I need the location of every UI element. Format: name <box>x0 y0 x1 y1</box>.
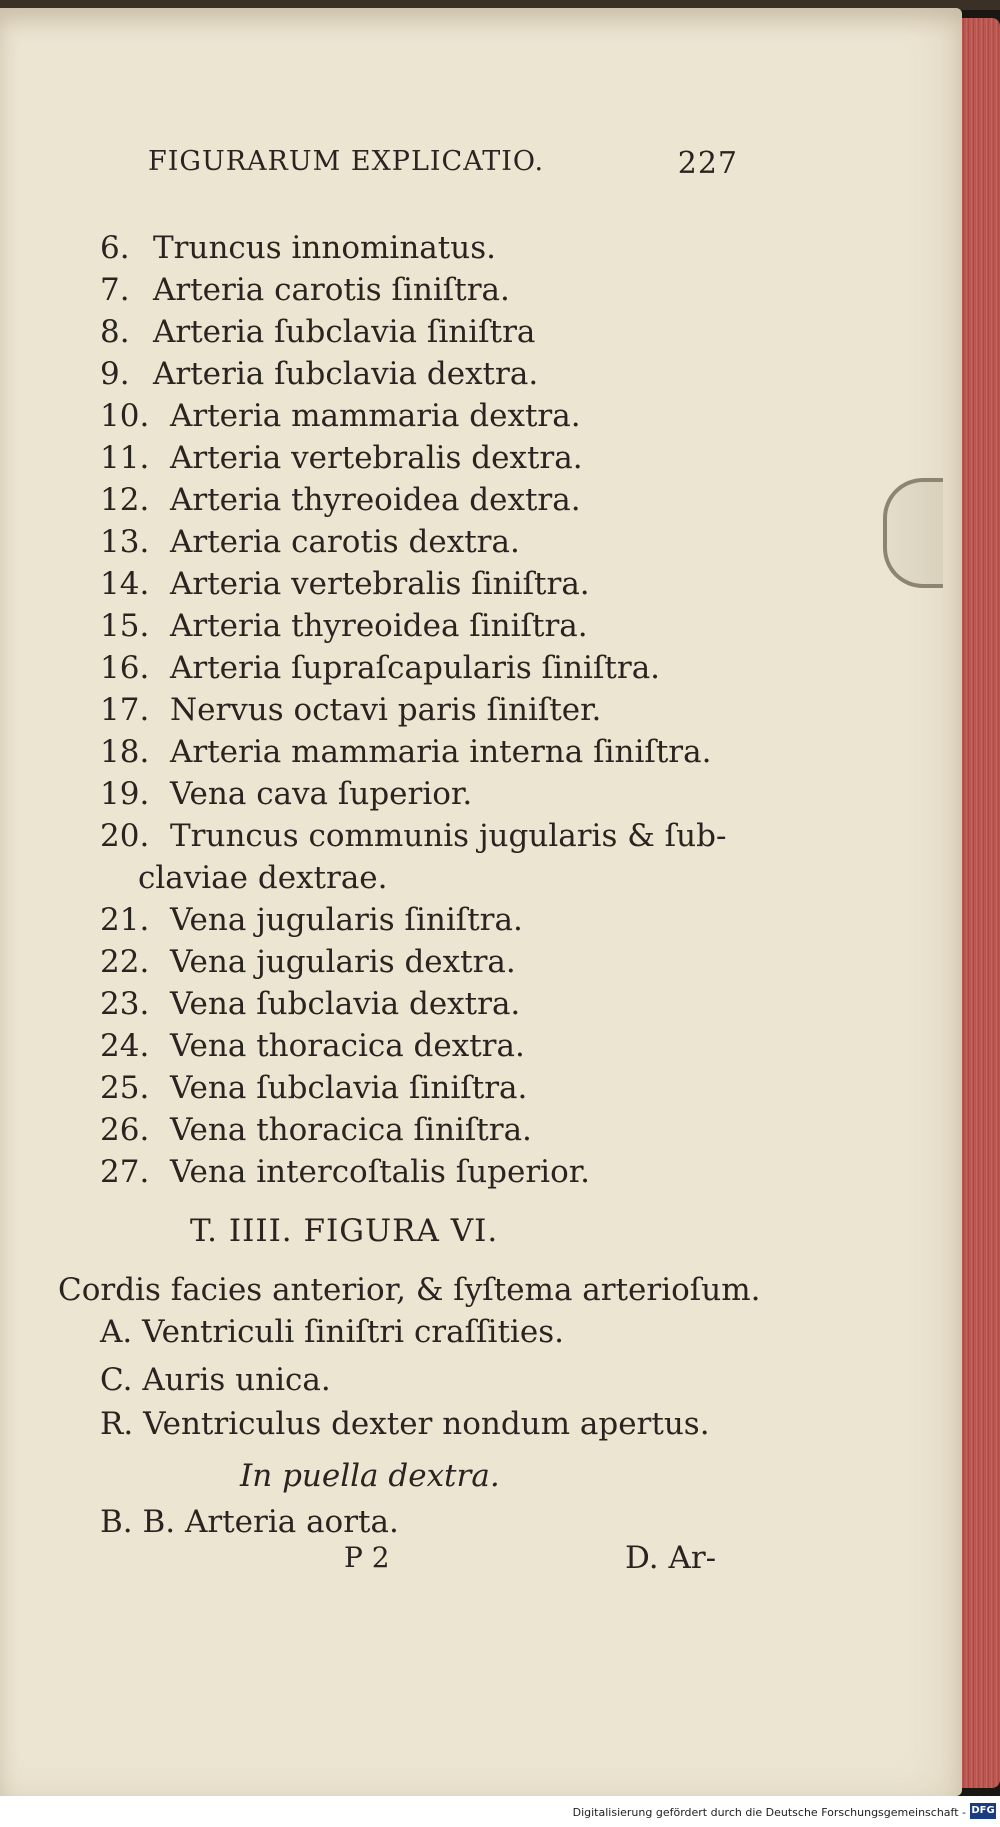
entry-line <box>100 902 523 938</box>
entry-text: Arteria thyreoidea ſiniſtra. <box>170 608 588 644</box>
running-header <box>148 146 738 186</box>
entry-text: Truncus communis jugularis & ſub- <box>170 818 727 854</box>
header-title: FIGURARUM EXPLICATIO. <box>148 146 545 177</box>
entry-text: Truncus innominatus. <box>153 230 496 266</box>
entry-line <box>100 734 711 770</box>
entry-number: 22. <box>100 944 150 980</box>
entry-line <box>100 230 496 266</box>
entry-line <box>100 482 581 518</box>
item-num: R. <box>100 1406 134 1442</box>
entry-text: Vena jugularis ſiniſtra. <box>170 902 523 938</box>
entry-number: 13. <box>100 524 150 560</box>
entry-text: Arteria vertebralis ſiniſtra. <box>170 566 590 602</box>
entry-text: claviae dextrae. <box>138 860 388 896</box>
entry-text: Vena thoracica ſiniſtra. <box>170 1112 532 1148</box>
signature-mark: P 2 <box>344 1541 390 1574</box>
entry-text: Arteria ſubclavia dextra. <box>153 356 539 392</box>
entry-line <box>100 1028 525 1064</box>
entry-text: Vena ſubclavia ſiniſtra. <box>170 1070 528 1106</box>
entry-line <box>138 860 388 896</box>
entry-text: Vena jugularis dextra. <box>170 944 516 980</box>
entry-text: Arteria ſubclavia ſiniſtra <box>153 314 536 350</box>
entry-number: 11. <box>100 440 150 476</box>
page-clip <box>883 478 943 588</box>
entry-number: 17. <box>100 692 150 728</box>
entry-number: 18. <box>100 734 150 770</box>
entry-number: 6. <box>100 230 130 266</box>
entry-number: 10. <box>100 398 150 434</box>
entry-text: Vena ſubclavia dextra. <box>170 986 521 1022</box>
entry-text: Vena intercoſtalis ſuperior. <box>170 1154 591 1190</box>
section-subtitle: Cordis facies anterior, & ſyſtema arterioſum. <box>58 1272 761 1308</box>
entry-number: 25. <box>100 1070 150 1106</box>
entry-line <box>100 650 660 686</box>
entry-line <box>100 272 510 308</box>
item-num: C. <box>100 1362 133 1398</box>
entry-number: 24. <box>100 1028 150 1064</box>
credit-text: Digitalisierung gefördert durch die Deutsche Forschungsgemeinschaft - <box>572 1806 966 1819</box>
catchword: D. Ar- <box>625 1540 717 1576</box>
entry-text: Arteria mammaria dextra. <box>170 398 581 434</box>
entry-text: Arteria mammaria interna ſiniſtra. <box>170 734 712 770</box>
entry-number: 7. <box>100 272 130 308</box>
entry-number: 21. <box>100 902 150 938</box>
entry-number: 16. <box>100 650 150 686</box>
item-text: Arteria aorta. <box>184 1504 399 1540</box>
entry-text: Arteria carotis dextra. <box>170 524 520 560</box>
item-text: Ventriculi ſiniſtri craſſities. <box>142 1314 564 1350</box>
last-item <box>100 1504 399 1540</box>
entry-line <box>100 608 588 644</box>
entry-line <box>100 986 520 1022</box>
entry-number: 26. <box>100 1112 150 1148</box>
entry-text: Arteria vertebralis dextra. <box>170 440 583 476</box>
entry-number: 12. <box>100 482 150 518</box>
page-number: 227 <box>677 146 738 181</box>
entry-number: 23. <box>100 986 150 1022</box>
entry-number: 19. <box>100 776 150 812</box>
italic-heading: In puella dextra. <box>240 1458 500 1494</box>
entry-line <box>100 1112 532 1148</box>
item-text: Auris unica. <box>142 1362 331 1398</box>
item-num: B. B. <box>100 1504 176 1540</box>
entry-line <box>100 314 535 350</box>
entry-number: 27. <box>100 1154 150 1190</box>
entry-text: Vena thoracica dextra. <box>170 1028 525 1064</box>
entry-line <box>100 1070 527 1106</box>
entry-line <box>100 692 601 728</box>
entry-number: 9. <box>100 356 130 392</box>
entry-line <box>100 524 520 560</box>
entry-line <box>100 1154 590 1190</box>
entry-number: 14. <box>100 566 150 602</box>
item-text: Ventriculus dexter nondum apertus. <box>143 1406 710 1442</box>
entry-line <box>100 818 726 854</box>
dfg-logo: DFG <box>970 1803 996 1819</box>
section-title: T. IIII. FIGURA VI. <box>190 1213 499 1249</box>
entry-text: Nervus octavi paris ſiniſter. <box>170 692 602 728</box>
entry-text: Arteria carotis ſiniſtra. <box>153 272 510 308</box>
entry-text: Arteria thyreoidea dextra. <box>170 482 581 518</box>
entry-number: 15. <box>100 608 150 644</box>
entry-text: Arteria ſupraſcapularis ſiniſtra. <box>170 650 661 686</box>
entry-line <box>100 944 516 980</box>
section-item <box>100 1362 331 1398</box>
entry-line <box>100 776 472 812</box>
entry-line <box>100 398 581 434</box>
item-num: A. <box>100 1314 133 1350</box>
section-item <box>100 1406 710 1442</box>
entry-text: Vena cava ſuperior. <box>170 776 473 812</box>
section-item <box>100 1314 564 1350</box>
entry-line <box>100 356 538 392</box>
entry-line <box>100 440 583 476</box>
entry-number: 20. <box>100 818 150 854</box>
entry-line <box>100 566 590 602</box>
entry-number: 8. <box>100 314 130 350</box>
